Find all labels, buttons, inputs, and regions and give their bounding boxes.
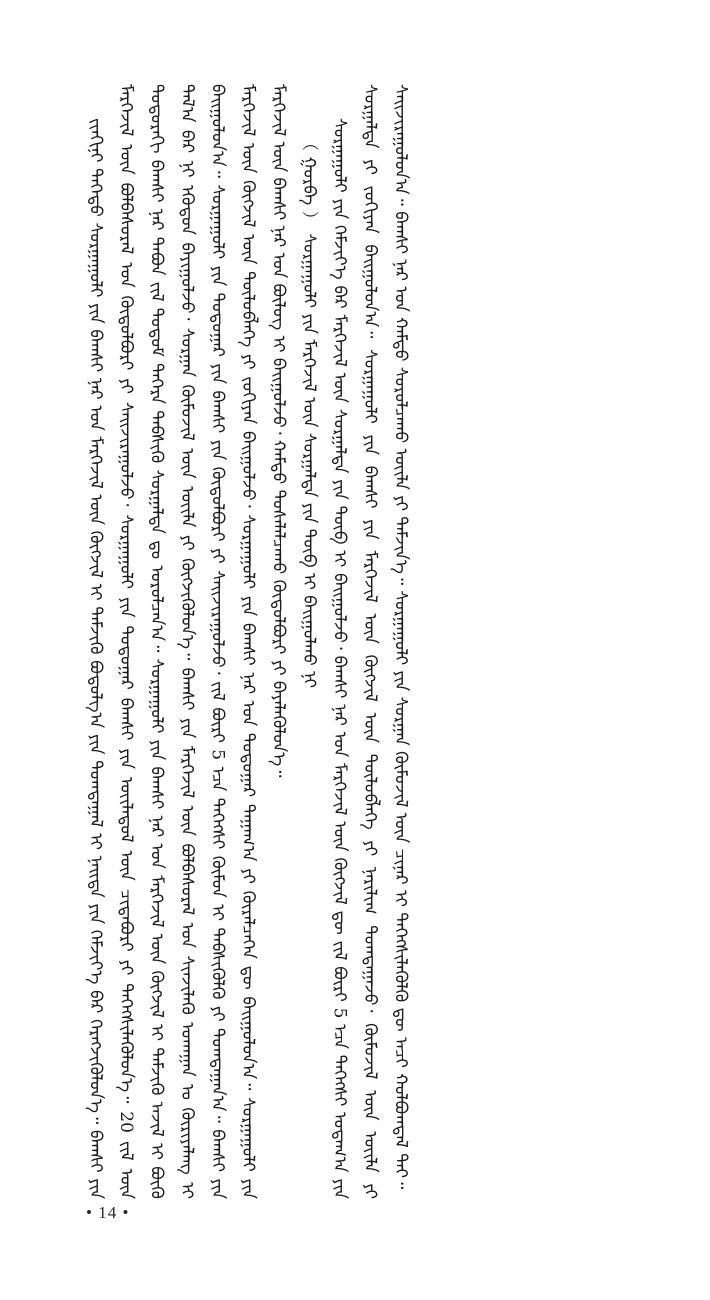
page-number: • 14 • [86, 1203, 130, 1222]
paragraph-1: ᠵᠢᠨᠬᠢᠨᠢ ᠲᠡᠭᠡᠳᠦ ᠰᠤᠷᠭᠠᠭᠤᠯᠢ ᠶᠢᠨ ᠪᠠᠭᠰᠢ ᠨᠠᠷ ᠤᠨ ᠮᠡᠷᠭᠡᠵᠢᠯ ᠦᠨ ᠬᠥᠭᠵᠢᠯ ᠢ ᠳᠡᠮᠵᠢᠬᠦ ᠪᠣᠳᠣᠯᠭ᠎ᠠ ᠶᠢᠨ ᠲᠣᠭᠲᠠᠭᠠᠯ ᠢ ᠨᠡᠢᠲᠡ ᠶᠢᠨ ᠬᠡᠮᠵᠢᠶ᠎ᠡ ᠪᠡᠷ ᠬᠡᠷᠡᠭᠵᠢᠭᠦᠯᠦᠨ᠎ᠡ᠃ ᠪᠠᠭᠰᠢ ᠶᠢᠨ ᠮᠡᠷᠭᠡᠵᠢᠯ ᠦᠨ ᠪᠣᠯᠪᠠᠰᠤᠷᠠᠯ ᠤᠨ ᠬᠥᠲᠦᠯᠪᠦᠷᠢ ᠶᠢ ᠰᠠᠢᠵᠢᠷᠠᠭᠤᠯᠵᠤ᠂ ᠰᠤᠷᠭᠠᠭᠤᠯᠢ ᠶᠢᠨ ᠳᠤᠲᠤᠭᠠᠷ ᠪᠠᠭᠰᠢ ᠶᠢᠨ ᠦᠢᠯᠡᠳᠦᠯ ᠦᠨ ᠴᠢᠳᠠᠪᠤᠷᠢ ᠶᠢ ᠳᠡᠭᠡᠭᠰᠢᠯᠡᠭᠦᠯᠦᠨ᠎ᠡ᠃ 20 ᠵᠢᠯ ᠦᠨ ᠳᠣᠲᠣᠷᠠᠬᠢ ᠪᠠᠭᠰᠢ ᠨᠠᠷ ᠲᠠᠪᠤᠨ ᠵᠢᠯ ᠲᠤᠲᠤᠮ ᠳᠡᠭᠡᠷᠡ ᠳᠡᠪᠰᠢᠬᠦ ᠰᠤᠷᠭᠠᠯᠲᠠ ᠳᠤ ᠣᠷᠣᠯᠴᠠᠨ᠎ᠠ᠃ ᠰᠤᠷᠭᠠᠭᠤᠯᠢ ᠶᠢᠨ ᠪᠠᠭᠰᠢ ᠨᠠᠷ ᠤᠨ ᠮᠡᠷᠭᠡᠵᠢᠯ ᠦᠨ ᠬᠥᠭᠵᠢᠯ ᠢ ᠳᠡᠮᠵᠢᠬᠦ ᠠᠵᠢᠯ ᠢ ᠪᠦᠬᠦ ᠲᠠᠯ᠎ᠠ ᠪᠠᠷ ᠨᠢ ᠡᠭᠦᠳᠦᠨ ᠪᠠᠶᠢᠭᠤᠯᠵᠤ᠂ ᠰᠤᠷᠭᠠᠨ ᠬᠦᠮᠦᠵᠢᠯ ᠦᠨ ᠦᠢᠯᠡ ᠶᠢ ᠬᠥᠭᠵᠢᠭᠦᠯᠦᠨ᠎ᠡ᠃ ᠪᠠᠭᠰᠢ ᠶᠢᠨ ᠮᠡᠷᠭᠡᠵᠢᠯ ᠦᠨ ᠪᠣᠯᠪᠠᠰᠤᠷᠠᠯ ᠤᠨ ᠰᠢᠨᠵᠢᠯᠡᠬᠦ ᠤᠬᠠᠭᠠᠨ ᠤ ᠬᠦᠷᠢᠶᠡᠯᠡᠩ ᠢ ᠪᠠᠢᠭᠤᠯᠤᠨ᠎ᠠ᠃ ᠰᠤᠷᠭᠠᠭᠤᠯᠢ ᠶᠢᠨ ᠳᠤᠲᠤᠭᠠᠷ ᠶᠢᠨ ᠪᠠᠭᠰᠢ ᠶᠢᠨ ᠬᠥᠲᠦᠯᠪᠦᠷᠢ ᠶᠢ ᠰᠠᠢᠵᠢᠷᠠᠭᠤᠯᠵᠤ᠂ ᠵᠢᠯ ᠪᠦᠷᠢ 5 ᠡᠴᠡ ᠳᠡᠭᠡᠭᠰᠢ ᠬᠦᠮᠦᠨ ᠢ ᠳᠡᠪᠰᠢᠭᠦᠯᠬᠦ ᠶᠢ ᠲᠣᠭᠲᠠᠭᠠᠨ᠎ᠠ᠃ ᠪᠠᠭᠰᠢ ᠶᠢᠨ ᠮᠡᠷᠭᠡᠵᠢᠯ ᠦᠨ ᠬᠥᠭᠵᠢᠯ ᠦᠨ ᠲᠥᠯᠥᠪᠯᠡᠭᠡ ᠶᠢ ᠵᠣᠬᠢᠶᠠᠨ ᠪᠠᠢᠭᠤᠯᠵᠤ᠂ ᠰᠤᠷᠭᠠᠭᠤᠯᠢ ᠶᠢᠨ ᠪᠠᠭᠰᠢ ᠨᠠᠷ ᠤᠨ ᠳᠤᠲᠤᠭᠠᠷ ᠳᠠᠭᠠᠭ᠎ᠠ ᠶᠢ ᠬᠦᠷᠡᠯᠴᠡᠭᠡᠨ ᠳᠦ ᠪᠠᠢᠭᠤᠯᠤᠨ᠎ᠠ᠃ ᠰᠤᠷᠭᠠᠭᠤᠯᠢ ᠶᠢᠨ ᠮᠡᠷᠭᠡᠵᠢᠯ ᠦᠨ ᠪᠠᠭᠰᠢ ᠨᠠᠷ ᠤᠨ ᠪᠦᠯᠦᠭ ᠢ ᠪᠠᠢᠭᠤᠯᠵᠤ᠂ ᠬᠠᠮᠲᠤ ᠲᠤᠰᠠᠯᠠᠯᠴᠠᠬᠤ ᠬᠥᠲᠦᠯᠪᠦᠷᠢ ᠶᠢ ᠪᠡᠶᠡᠯᠡᠭᠦᠯᠦᠨ᠎ᠡ᠃ [85, 84, 289, 1199]
paragraph-2: ᠰᠤᠷᠭᠠᠭᠤᠯᠢ ᠶᠢᠨ ᠬᠡᠮᠵᠢᠶ᠎ᠡ ᠪᠡᠷ ᠮᠡᠷᠭᠡᠵᠢᠯ ᠦᠨ ᠰᠤᠷᠭᠠᠯᠲᠠ ᠶᠢᠨ ᠲᠥᠪ ᠢ ᠪᠠᠢᠭᠤᠯᠵᠤ᠂ ᠪᠠᠭᠰᠢ ᠨᠠᠷ ᠤᠨ ᠮᠡᠷᠭᠡᠵᠢᠯ ᠦᠨ ᠬᠥᠭᠵᠢᠯ ᠳᠦ ᠵᠢᠯ ᠪᠦᠷᠢ 5 ᠡᠴᠡ ᠳᠡᠭᠡᠭᠰᠢ ᠤᠳᠠᠭ᠎ᠠ ᠶᠢᠨ ᠰᠤᠷᠭᠠᠯᠲᠠ ᠶᠢ ᠵᠣᠬᠢᠶᠠᠨ ᠪᠠᠢᠭᠤᠯᠤᠨ᠎ᠠ᠃ ᠰᠤᠷᠭᠠᠭᠤᠯᠢ ᠶᠢᠨ ᠪᠠᠭᠰᠢ ᠶᠢᠨ ᠮᠡᠷᠭᠡᠵᠢᠯ ᠦᠨ ᠬᠥᠭᠵᠢᠯ ᠦᠨ ᠲᠥᠯᠥᠪᠯᠡᠭᠡ ᠶᠢ ᠨᠠᠷᠢᠯᠢᠭ ᠲᠣᠭᠲᠠᠭᠠᠵᠤ᠂ ᠬᠦᠮᠦᠵᠢᠯ ᠦᠨ ᠦᠢᠯᠡ ᠶᠢ ᠰᠠᠢᠵᠢᠷᠠᠭᠤᠯᠤᠨ᠎ᠠ᠃ ᠪᠠᠭᠰᠢ ᠨᠠᠷ ᠤᠨ ᠬᠠᠮᠲᠤ ᠰᠤᠷᠤᠯᠴᠠᠬᠤ ᠦᠢᠯᠡ ᠶᠢ ᠳᠡᠮᠵᠢᠨ᠎ᠡ᠃ ᠰᠤᠷᠭᠠᠭᠤᠯᠢ ᠶᠢᠨ ᠰᠤᠷᠭᠠᠨ ᠬᠦᠮᠦᠵᠢᠯ ᠦᠨ ᠴᠢᠨᠠᠷ ᠢ ᠳᠡᠭᠡᠭᠰᠢᠯᠡᠭᠦᠯᠬᠦ ᠳᠦ ᠠᠴᠢ ᠬᠣᠯᠪᠣᠭᠳᠠᠯ ᠲᠠᠢ᠃ [329, 84, 411, 1199]
section-heading-3: （ ᠭᠤᠷᠪᠠ ） ᠰᠤᠷᠭᠠᠭᠤᠯᠢ ᠶᠢᠨ ᠮᠡᠷᠭᠡᠵᠢᠯ ᠦᠨ ᠰᠤᠷᠭᠠᠯᠲᠠ ᠶᠢᠨ ᠲᠥᠪ ᠢ ᠪᠠᠢᠭᠤᠯᠬᠤ ᠨᠢ [299, 134, 319, 689]
vertical-mongolian-text-block [80, 84, 640, 1199]
